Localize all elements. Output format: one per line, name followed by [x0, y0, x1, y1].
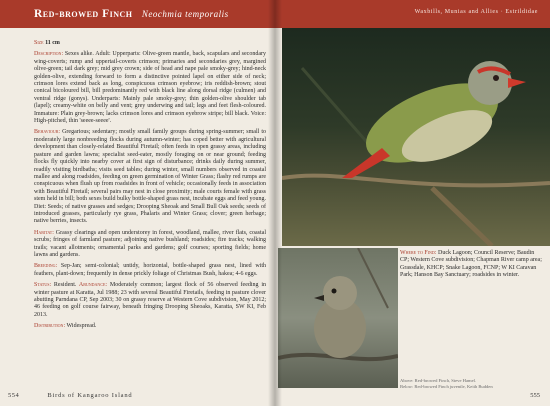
breeding-label: Breeding:: [34, 263, 58, 270]
description-label: Description:: [34, 51, 64, 58]
adult-finch-illustration: [282, 28, 550, 246]
juvenile-finch-illustration: [278, 248, 398, 388]
behaviour-paragraph: [34, 129, 266, 225]
distribution-label: Distribution:: [34, 323, 66, 330]
distribution-text: Widespread.: [65, 323, 97, 330]
right-page-number: 555: [530, 392, 540, 399]
scientific-name: Neochmia temporalis: [141, 9, 229, 19]
running-head: Waxbills, Munias and Allies · Estrildidae: [414, 9, 538, 15]
distribution-paragraph: [34, 323, 266, 330]
right-footer: [530, 392, 540, 399]
size-value: 11 cm: [45, 40, 60, 46]
size-line: [34, 40, 266, 47]
juvenile-finch-photo: [278, 248, 398, 388]
left-page-number: 554: [8, 392, 20, 399]
description-paragraph: [34, 51, 266, 125]
caption-below: Below: Red-browed Finch juvenile, Keith Budden: [400, 383, 493, 389]
status-paragraph: [34, 282, 266, 319]
photo-captions: [400, 378, 542, 389]
where-to-find-label: Where to Find:: [400, 250, 437, 256]
species-title: [34, 8, 229, 20]
common-name: Red-browed Finch: [34, 8, 133, 20]
species-account: [34, 40, 266, 335]
title-banner: [0, 0, 275, 28]
status-label: Status:: [34, 282, 52, 289]
size-label: Size: [34, 40, 44, 46]
adult-finch-photo: [282, 28, 550, 246]
description-text: Sexes alike. Adult: Upperparts: Olive-green mantle, back, scapulars and secondary wing-coverts; rump and uppertail-coverts crimson; primaries and secondaries grey, margined olive-green; tail dark grey; mid grey crown; side of head and nape pale smoky-grey; hind-neck golden-olive, extending forward to form a distinctive pointed lapel on either side of neck; crimson lores extend back as long, conspicuous crimson eyebrow; iris reddish-brown; stout conical bicoloured bill, bill predominantly red with black line along dorsal ridge (culmen) and ventral ridge (gonys). Underparts: Mainly pale smoky-grey; thin golden-olive shoulder tab (lapel); creamy-white on belly and vent; grey underwing and tail; legs and feet flesh-coloured. Immature: Plain grey-brown; lacks crimson lores and crimson eyebrow stripe; bill black. Voice: High-pitched, thin 'seeee-seeee'.: [34, 51, 266, 125]
abundance-text: Moderately common; largest flock of 56 observed feeding in winter pasture at Karatta, Jul 1988; 23 with several Beautiful Firetails, feeding in pasture clover abutting Parndana CP, Sep 2003; 30 on grassy reserve at Western Cove subdivision, May 2012; 46 feeding on golf course fairway, beneath fringing Drooping Sheoaks, Karatta, SW KI, Feb 2013.: [34, 282, 266, 318]
abundance-label: Abundance:: [76, 282, 108, 289]
habitat-text: Grassy clearings and open understorey in forest, woodland, mallee, river flats, coastal scrubs; fringes of farmland pasture; adjoining native bushland; roadsides; fire tracks; walking trails; vacant allotments; ornamental parks and gardens; golf courses; sporting fields; home lawns and gardens.: [34, 229, 266, 258]
habitat-paragraph: [34, 230, 266, 260]
caption-above: Above: Red-browed Finch, Steve Hamel.: [400, 378, 477, 383]
habitat-label: Habitat:: [34, 229, 54, 236]
book-gutter: [268, 0, 282, 406]
where-to-find-box: [400, 250, 542, 280]
breeding-text: Sep-Jan; semi-colonial; untidy, horizontal, bottle-shaped grass nest, lined with feathers, plant-down; frequently in dense prickly foliage of Christmas Bush, hakea; 4-6 eggs.: [34, 263, 266, 277]
book-title: Birds of Kangaroo Island: [47, 392, 133, 399]
left-footer: [8, 392, 132, 399]
running-head-bar: [275, 0, 550, 28]
breeding-paragraph: [34, 263, 266, 278]
where-to-find-text: Duck Lagoon; Council Reserve; Baudin CP; Western Cove subdivision; Chapman River camp area; Grassdale, KHCP; Snake Lagoon, FCNP; W KI Caravan Park; Hanson Bay Sanctuary; roadsides in winter.: [400, 250, 542, 279]
behaviour-text: Gregarious; sedentary; mostly small family groups during spring-summer; small to moderately large nonbreeding flocks during autumn-winter; has coped better with agricultural development than closely-related Beautiful Firetail; often feeds in open grassy areas, including pasture and garden lawns; specialist seed-eater, mostly foraging on or near ground; feeding flocks fly quickly into nearby cover at first sign of disturbance; drinks daily during summer, readily visiting birdbaths; visits seed tables; during winter, small numbers observed in coastal mallee and along roadsides, feeding on green germination of Winter Grass; flashy red rumps are conspicuous when flush up from roadsides in front of vehicle; occasionally feeds in association with Beautiful Firetail; several pairs may nest in close proximity; male courts female with grass stem held in bill; both sexes build bulky bottle-shaped grass nest, incubate eggs and feed young. Diet: Seeds; of native grasses and sedges; Drooping Sheoak and Small Bull Oak seeds; seeds of introduced grasses, particularly rye grass, Phalaris and Winter Grass; clover; green herbage; native berries, insects.: [34, 129, 266, 225]
behaviour-label: Behaviour:: [34, 129, 61, 136]
status-value: Resident.: [51, 282, 77, 289]
